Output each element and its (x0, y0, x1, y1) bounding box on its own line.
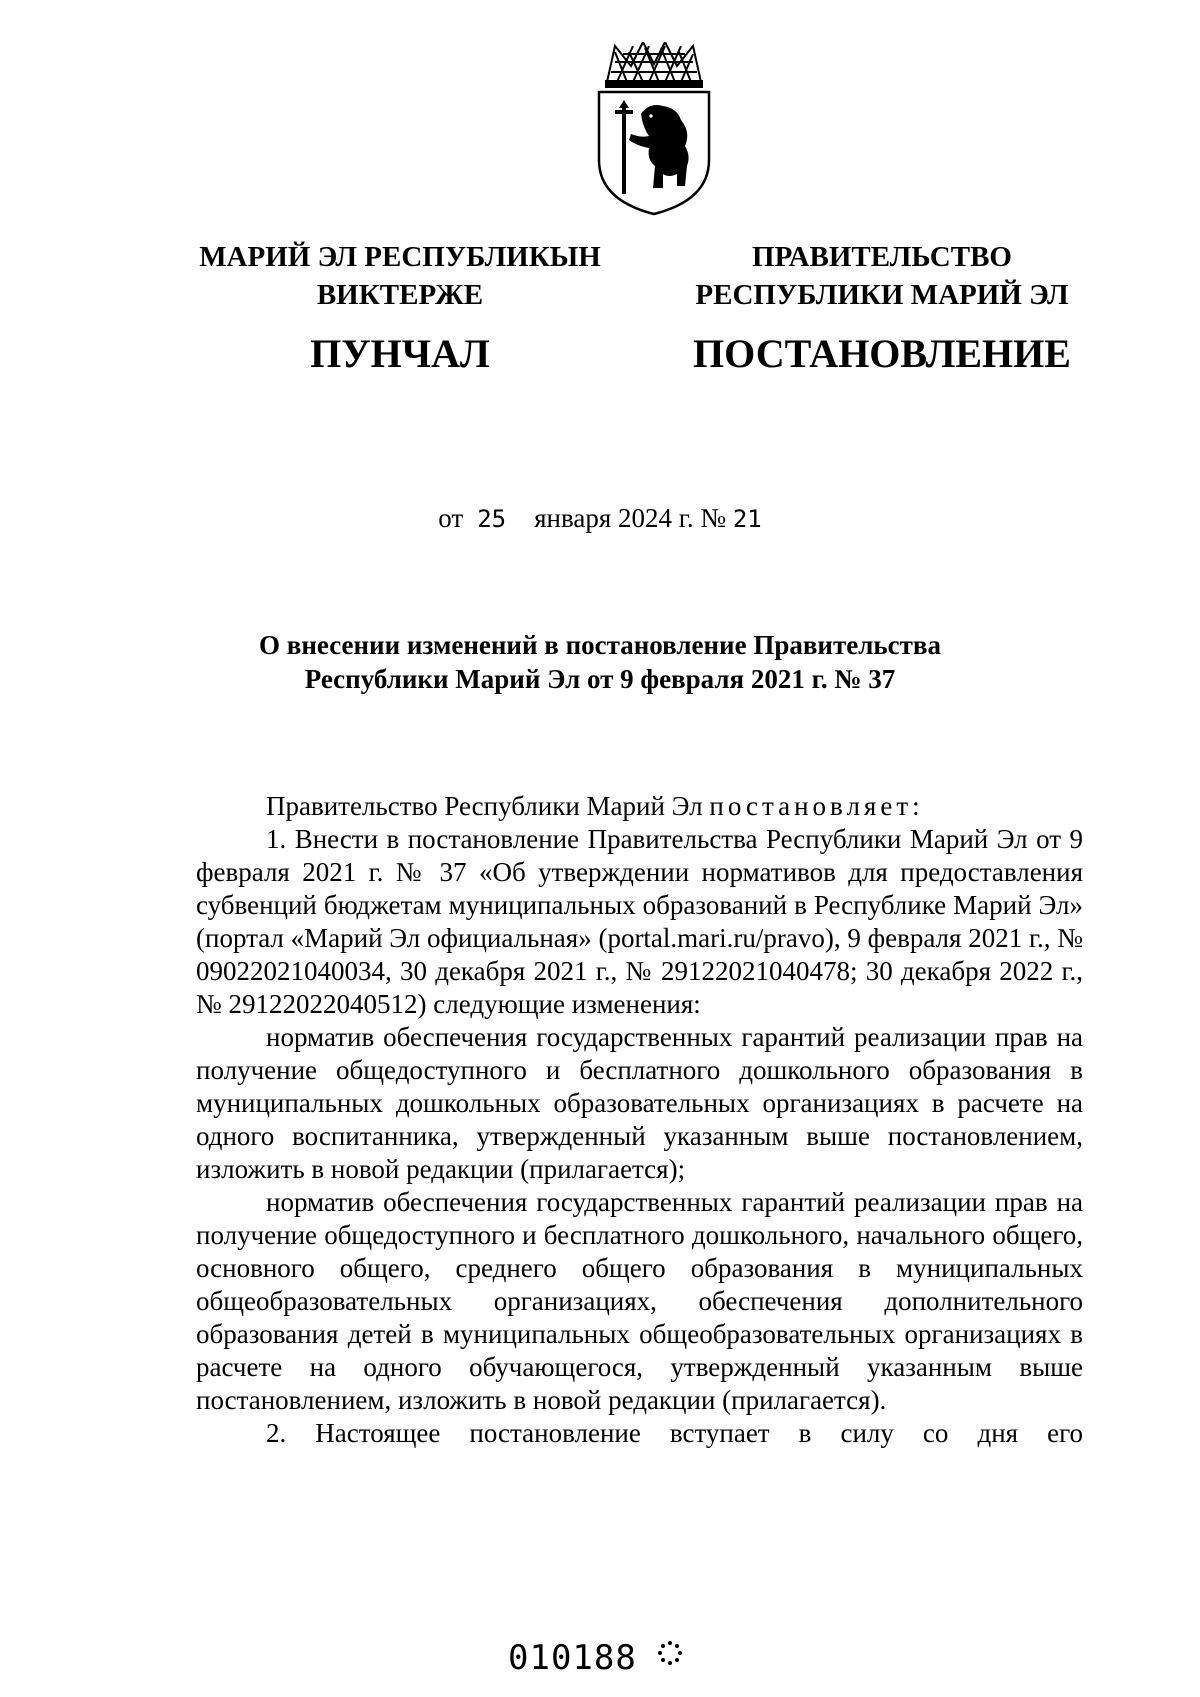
document-title (160, 628, 1040, 696)
intro-action: постановляет: (709, 791, 924, 821)
footer-serial-number: 010188 (508, 1638, 637, 1678)
coat-of-arms-icon (593, 42, 715, 218)
date-month-year: января 2024 г. № (534, 503, 727, 533)
paragraph-3: норматив обеспечения государственных гарантий реализации прав на получение общедоступного и бесплатного дошкольного, начального общего, основного общего, среднего общего образования в муниципальных общеобразовательных организациях, обеспечения дополнительного образования детей в муниципальных общеобразовательных организациях в расчете на одного обучающегося, утвержденный указанным выше постановлением, изложить в новой редакции (прилагается). (196, 1187, 1083, 1415)
document-body (196, 790, 1083, 1450)
intro-text: Правительство Республики Марий Эл (266, 791, 703, 821)
document-title-line2: Республики Марий Эл от 9 февраля 2021 г. № 37 (304, 664, 896, 694)
header-right-block (672, 238, 1092, 376)
document-date-line (0, 501, 1200, 536)
intro-paragraph (196, 790, 1083, 823)
paragraph-1: 1. Внести в постановление Правительства Республики Марий Эл от 9 февраля 2021 г. № 37 «Об утверждении нормативов для предоставления субвенций бюджетам муниципальных образований в Республике Марий Эл» (портал «Марий Эл официальная» (portal.mari.ru/pravo), 9 февраля 2021 г., № 09022021040034, 30 декабря 2021 г., № 29122021040478; 30 декабря 2022 г., № 29122022040512) следующие изменения: (196, 824, 1083, 1019)
document-title-line1: О внесении изменений в постановление Правительства (259, 630, 941, 660)
header-right-line2: РЕСПУБЛИКИ МАРИЙ ЭЛ (695, 279, 1069, 311)
paragraph-4: 2. Настоящее постановление вступает в силу со дня его (266, 1418, 1083, 1448)
date-day: 25 (477, 505, 507, 533)
header-left-block (180, 238, 620, 376)
header-left-line1: МАРИЙ ЭЛ РЕСПУБЛИКЫН (199, 241, 601, 273)
header-left-title: ПУНЧАЛ (310, 331, 490, 376)
asterisk-mark-icon (657, 1640, 683, 1666)
document-number: 21 (732, 505, 762, 533)
date-prefix: от (438, 503, 464, 533)
header-right-title: ПОСТАНОВЛЕНИЕ (693, 331, 1071, 376)
paragraph-2: норматив обеспечения государственных гарантий реализации прав на получение общедоступного и бесплатного дошкольного образования в муниципальных дошкольных образовательных организациях в расчете на одного воспитанника, утвержденный указанным выше постановлением, изложить в новой редакции (прилагается); (196, 1022, 1083, 1184)
header-left-line2: ВИКТЕРЖЕ (316, 279, 484, 311)
header-right-line1: ПРАВИТЕЛЬСТВО (752, 241, 1012, 273)
